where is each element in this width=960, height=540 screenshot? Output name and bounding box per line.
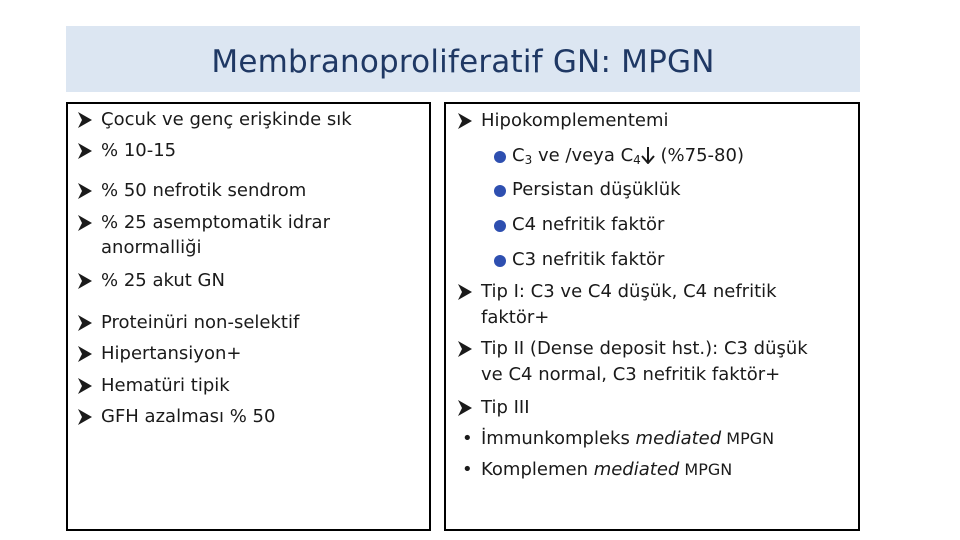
arrow-bullet-icon xyxy=(78,378,92,394)
tip2-line-cont: ve C4 normal, C3 nefritik faktör+ xyxy=(481,364,781,385)
round-bullet-icon xyxy=(494,151,506,163)
left-item: Çocuk ve genç erişkinde sık xyxy=(101,109,352,130)
round-bullet-icon xyxy=(494,255,506,267)
tip2-line: Tip II (Dense deposit hst.): C3 düşük xyxy=(481,338,808,359)
arrow-bullet-icon xyxy=(78,112,92,128)
c3-c4-line: $C_3$ ve /veya $C_4$ (%75-80) xyxy=(512,145,744,167)
tip1-line-cont: faktör+ xyxy=(481,307,550,328)
dot-bullet-icon: • xyxy=(462,459,473,480)
komplemen-line: Komplemen mediated MPGN xyxy=(481,459,733,480)
sub-item: C4 nefritik faktör xyxy=(512,214,665,235)
hipokomplementemi-heading: Hipokomplementemi xyxy=(481,110,669,131)
arrow-bullet-icon xyxy=(78,183,92,199)
tip3-line: Tip III xyxy=(481,397,530,418)
round-bullet-icon xyxy=(494,185,506,197)
arrow-bullet-icon xyxy=(78,273,92,289)
left-item: GFH azalması % 50 xyxy=(101,406,276,427)
arrow-bullet-icon xyxy=(78,315,92,331)
left-item: Hipertansiyon+ xyxy=(101,343,242,364)
sub-item: C3 nefritik faktör xyxy=(512,249,665,270)
arrow-bullet-icon xyxy=(78,409,92,425)
left-item: Proteinüri non-selektif xyxy=(101,312,300,333)
arrow-bullet-icon xyxy=(78,215,92,231)
page-title: Membranoproliferatif GN: MPGN xyxy=(211,44,715,80)
arrow-bullet-icon xyxy=(78,346,92,362)
tip1-line: Tip I: C3 ve C4 düşük, C4 nefritik xyxy=(481,281,777,302)
left-item: anormalliği xyxy=(101,237,202,258)
immunkompleks-line: İmmunkompleks mediated MPGN xyxy=(481,428,775,449)
left-item: Hematüri tipik xyxy=(101,375,230,396)
left-item: % 25 akut GN xyxy=(101,270,225,291)
sub-item: Persistan düşüklük xyxy=(512,179,681,200)
down-arrow-icon xyxy=(641,146,655,164)
arrow-bullet-icon xyxy=(78,143,92,159)
round-bullet-icon xyxy=(494,220,506,232)
left-item: % 50 nefrotik sendrom xyxy=(101,180,307,201)
left-item: % 10-15 xyxy=(101,140,177,161)
dot-bullet-icon: • xyxy=(462,428,473,449)
left-item: % 25 asemptomatik idrar xyxy=(101,212,330,233)
